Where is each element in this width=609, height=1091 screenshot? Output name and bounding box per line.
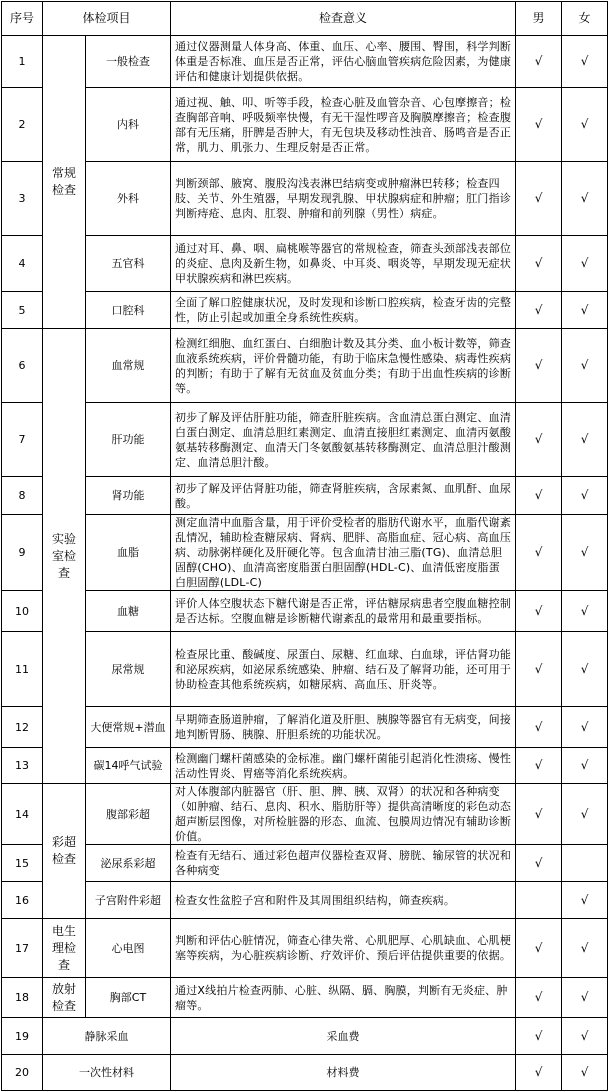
table-row — [2, 882, 608, 919]
female-check: √ — [562, 748, 608, 784]
row-no: 17 — [2, 919, 43, 978]
table-row — [2, 591, 608, 632]
row-no: 12 — [2, 707, 43, 748]
male-check: √ — [516, 477, 562, 515]
table-row — [2, 919, 608, 978]
item-meaning: 检测幽门螺杆菌感染的金标准。幽门螺杆菌能引起消化性溃疡、慢性活动性胃炎、胃癌等消化系统疾病。 — [171, 748, 516, 784]
female-check: √ — [562, 784, 608, 845]
group-label: 电生 理检 查 — [43, 919, 86, 978]
item-meaning: 判断和评估心脏情况，筛查心律失常、心肌肥厚、心肌缺血、心肌梗塞等疾病，为心脏疾病诊断、疗效评价、预后评估提供重要的依据。 — [171, 919, 516, 978]
item-meaning: 评价人体空腹状态下糖代谢是否正常，评估糖尿病患者空腹血糖控制是否达标。空腹血糖是诊断糖代谢紊乱的最常用和最重要指标。 — [171, 591, 516, 632]
row-no: 16 — [2, 882, 43, 919]
row-no: 15 — [2, 845, 43, 882]
table-row — [2, 748, 608, 784]
item-name: 外科 — [86, 162, 171, 236]
table-row — [2, 162, 608, 236]
table-row — [2, 292, 608, 329]
item-name: 血常规 — [86, 329, 171, 403]
item-meaning: 通过仪器测量人体身高、体重、血压、心率、腰围、臀围，科学判断体重是否标准、血压是否正常，评估心脑血管疾病危险因素，为健康评估和健康计划提供依据。 — [171, 36, 516, 88]
female-check: √ — [562, 36, 608, 88]
row-no: 14 — [2, 784, 43, 845]
table-row — [2, 515, 608, 591]
female-check: √ — [562, 236, 608, 292]
group-label: 放射 检查 — [43, 978, 86, 1018]
male-check: √ — [516, 919, 562, 978]
table-row — [2, 978, 608, 1018]
group-label: 实验 室检 查 — [43, 329, 86, 784]
male-check: √ — [516, 632, 562, 707]
item-name: 一般检查 — [86, 36, 171, 88]
male-check: √ — [516, 1018, 562, 1055]
item-meaning: 通过对耳、鼻、咽、扁桃喉等器官的常规检查，筛查头颈部浅表部位的炎症、息肉及新生物，如鼻炎、中耳炎、咽炎等，早期发现无症状甲状腺疾病和淋巴疾病。 — [171, 236, 516, 292]
item-meaning: 材料费 — [171, 1055, 516, 1091]
male-check: √ — [516, 707, 562, 748]
female-check: √ — [562, 292, 608, 329]
item-name: 血糖 — [86, 591, 171, 632]
item-name: 碳14呼气试验 — [86, 748, 171, 784]
male-check — [516, 882, 562, 919]
item-meaning: 采血费 — [171, 1018, 516, 1055]
male-check: √ — [516, 748, 562, 784]
item-name: 腹部彩超 — [86, 784, 171, 845]
item-meaning: 判断颈部、腋窝、腹股沟浅表淋巴结病变或肿瘤淋巴转移；检查四肢、关节、外生殖器，早期发现乳腺、甲状腺病症和肿瘤；肛门指诊判断痔疮、息肉、肛裂、肿瘤和前列腺（男性）病症。 — [171, 162, 516, 236]
item-meaning: 通过X线拍片检查两肺、心脏、纵隔、膈、胸膜，判断有无炎症、肿瘤等。 — [171, 978, 516, 1018]
table-row — [2, 784, 608, 845]
item-name: 五官科 — [86, 236, 171, 292]
item-name: 子宫附件彩超 — [86, 882, 171, 919]
header-row — [2, 2, 608, 36]
male-check: √ — [516, 292, 562, 329]
male-check: √ — [516, 515, 562, 591]
table-row — [2, 1018, 608, 1055]
row-no: 5 — [2, 292, 43, 329]
female-check: √ — [562, 1055, 608, 1091]
item-name: 口腔科 — [86, 292, 171, 329]
item-name: 大便常规+潜血 — [86, 707, 171, 748]
item-meaning: 早期筛查肠道肿瘤，了解消化道及肝胆、胰腺等器官有无病变，间接地判断胃肠、胰腺、肝胆系统的功能状况。 — [171, 707, 516, 748]
table-row — [2, 477, 608, 515]
item-meaning: 检查女性盆腔子宫和附件及其周围组织结构，筛查疾病。 — [171, 882, 516, 919]
item-meaning: 检测红细胞、血红蛋白、白细胞计数及其分类、血小板计数等，筛查血液系统疾病，评价骨髓功能，有助于临床急慢性感染、病毒性疾病的判断；有助于了解有无贫血及贫血分类；有助于出血性疾病的诊断等。 — [171, 329, 516, 403]
row-no: 11 — [2, 632, 43, 707]
header-item: 体检项目 — [43, 2, 171, 36]
female-check — [562, 845, 608, 882]
table-row — [2, 236, 608, 292]
header-female: 女 — [562, 2, 608, 36]
item-name: 胸部CT — [86, 978, 171, 1018]
item-meaning: 测定血清中血脂含量，用于评价受检者的脂肪代谢水平，血脂代谢紊乱情况，辅助检查糖尿病、肾病、肥胖、高脂血症、冠心病、高血压病、动脉粥样硬化及肝硬化等。包含血清甘油三脂(TG)、血清总胆固醇(CHO)、血清高密度脂蛋白胆固醇(HDL-C)、血清低密度脂蛋白胆固醇(LDL-C) — [171, 515, 516, 591]
table-row — [2, 1055, 608, 1091]
female-check: √ — [562, 1018, 608, 1055]
male-check: √ — [516, 1055, 562, 1091]
table-row — [2, 707, 608, 748]
item-name: 泌尿系彩超 — [86, 845, 171, 882]
item-name: 心电图 — [86, 919, 171, 978]
table-row — [2, 88, 608, 162]
row-no: 7 — [2, 403, 43, 477]
item-name: 肾功能 — [86, 477, 171, 515]
item-meaning: 检查尿比重、酸碱度、尿蛋白、尿糖、红血球、白血球，评估肾功能和泌尿疾病，如泌尿系统感染、肿瘤、结石及了解肾功能，还可用于协助检查其他系统疾病，如糖尿病、高血压、肝炎等。 — [171, 632, 516, 707]
female-check: √ — [562, 882, 608, 919]
male-check: √ — [516, 36, 562, 88]
exam-table — [1, 1, 608, 1091]
row-no: 6 — [2, 329, 43, 403]
male-check: √ — [516, 403, 562, 477]
male-check: √ — [516, 236, 562, 292]
item-name: 静脉采血 — [43, 1018, 171, 1055]
item-meaning: 通过视、触、叩、听等手段，检查心脏及血管杂音、心包摩擦音；检查胸部音响、呼吸频率快慢，有无干湿性啰音及胸膜摩擦音；检查腹部有无压痛，肝脾是否肿大，有无包块及移动性浊音、肠鸣音是否正常，肌力、肌张力、生理反射是否正常。 — [171, 88, 516, 162]
group-label: 彩超 检查 — [43, 784, 86, 919]
item-meaning: 全面了解口腔健康状况，及时发现和诊断口腔疾病，检查牙齿的完整性，防止引起或加重全身系统性疾病。 — [171, 292, 516, 329]
item-meaning: 对人体腹部内脏器官（肝、胆、脾、胰、双肾）的状况和各种病变（如肿瘤、结石、息肉、积水、脂肪肝等）提供高清晰度的彩色动态超声断层图像，对所检脏器的形态、血流、包膜周边情况有辅助诊断价值。 — [171, 784, 516, 845]
row-no: 20 — [2, 1055, 43, 1091]
row-no: 18 — [2, 978, 43, 1018]
male-check: √ — [516, 978, 562, 1018]
item-name: 一次性材料 — [43, 1055, 171, 1091]
table-row — [2, 845, 608, 882]
item-meaning: 初步了解及评估肝脏功能，筛查肝脏疾病。含血清总蛋白测定、血清白蛋白测定、血清总胆红素测定、血清直接胆红素测定、血清丙氨酸氨基转移酶测定、血清天门冬氨酸氨基转移酶测定、血清总胆汁酸测定、血清总胆汁酸。 — [171, 403, 516, 477]
row-no: 2 — [2, 88, 43, 162]
female-check: √ — [562, 515, 608, 591]
table-row — [2, 36, 608, 88]
item-name: 内科 — [86, 88, 171, 162]
row-no: 9 — [2, 515, 43, 591]
row-no: 4 — [2, 236, 43, 292]
row-no: 10 — [2, 591, 43, 632]
row-no: 19 — [2, 1018, 43, 1055]
table-row — [2, 329, 608, 403]
female-check: √ — [562, 591, 608, 632]
table-row — [2, 632, 608, 707]
row-no: 13 — [2, 748, 43, 784]
female-check: √ — [562, 919, 608, 978]
male-check: √ — [516, 162, 562, 236]
male-check: √ — [516, 591, 562, 632]
male-check: √ — [516, 845, 562, 882]
item-name: 尿常规 — [86, 632, 171, 707]
table-row — [2, 403, 608, 477]
header-male: 男 — [516, 2, 562, 36]
header-no: 序号 — [2, 2, 43, 36]
male-check: √ — [516, 329, 562, 403]
female-check: √ — [562, 477, 608, 515]
female-check: √ — [562, 978, 608, 1018]
female-check: √ — [562, 632, 608, 707]
item-meaning: 初步了解及评估肾脏功能，筛查肾脏疾病，含尿素氮、血肌酐、血尿酸。 — [171, 477, 516, 515]
female-check: √ — [562, 403, 608, 477]
female-check: √ — [562, 329, 608, 403]
item-name: 血脂 — [86, 515, 171, 591]
female-check: √ — [562, 707, 608, 748]
group-label: 常规 检查 — [43, 36, 86, 329]
row-no: 1 — [2, 36, 43, 88]
row-no: 3 — [2, 162, 43, 236]
male-check: √ — [516, 784, 562, 845]
item-meaning: 检查有无结石、通过彩色超声仪器检查双肾、膀胱、输尿管的状况和各种病变 — [171, 845, 516, 882]
female-check: √ — [562, 88, 608, 162]
female-check: √ — [562, 162, 608, 236]
row-no: 8 — [2, 477, 43, 515]
male-check: √ — [516, 88, 562, 162]
item-name: 肝功能 — [86, 403, 171, 477]
header-meaning: 检查意义 — [171, 2, 516, 36]
